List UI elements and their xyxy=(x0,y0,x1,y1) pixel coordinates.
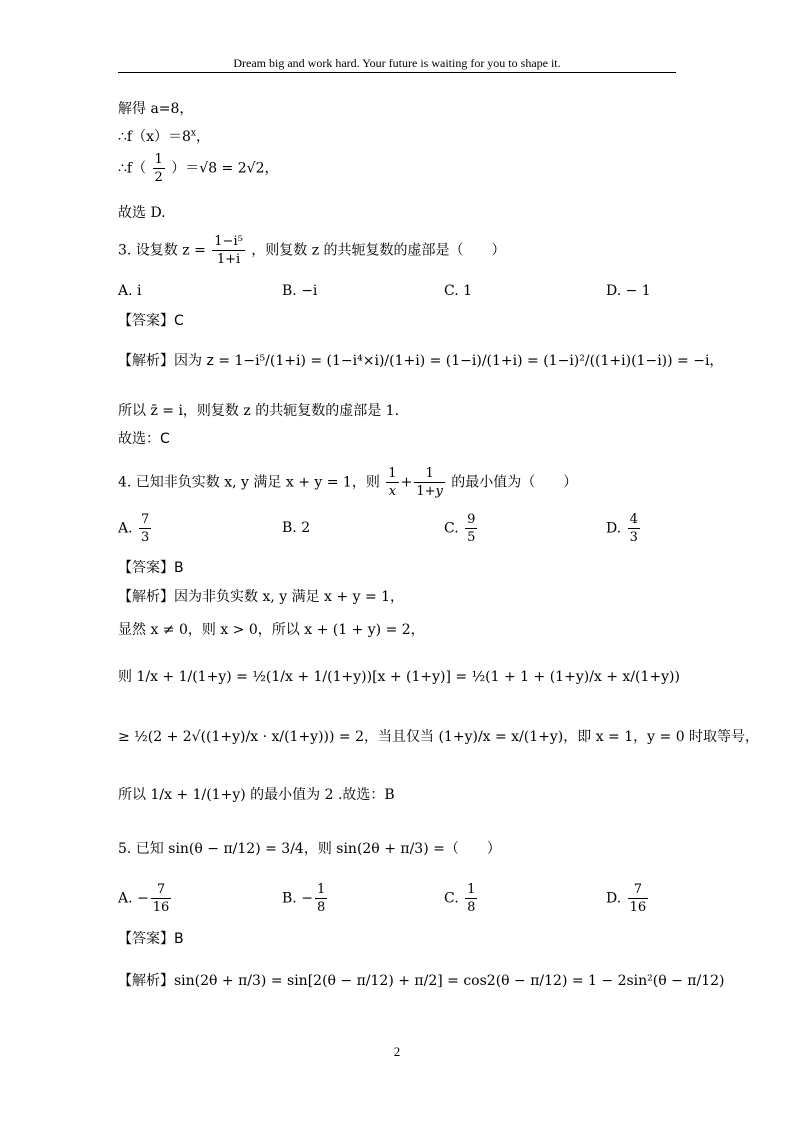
page-number: 2 xyxy=(393,1044,401,1059)
option-label: C. xyxy=(444,890,459,907)
q5-stem: 5. 已知 sin(θ − π/12) = 3/4，则 sin(2θ + π/3) =（ ） xyxy=(118,841,501,857)
q5-answer: 【答案】B xyxy=(118,931,184,947)
q3-analysis-expr: 1−i⁵/(1+i) = (1−i⁴×i)/(1+i) = (1−i)/(1+i) = (1−i)²/((1+i)(1−i)) = −i， xyxy=(234,353,724,369)
option-fraction xyxy=(139,512,151,545)
frac-den: x xyxy=(388,484,397,499)
solution-line-3 xyxy=(118,152,278,185)
q3-analysis xyxy=(118,350,723,370)
frac-num: 1 xyxy=(316,882,326,897)
q4-frac-1 xyxy=(386,466,398,499)
frac-num: 7 xyxy=(628,882,649,899)
q4-stem-prefix: 4. 已知非负实数 x, y 满足 x + y = 1，则 xyxy=(118,474,380,491)
q5-analysis: 【解析】sin(2θ + π/3) = sin[2(θ − π/12) + π/2] = cos2(θ − π/12) = 1 − 2sin²(θ − π/12) xyxy=(118,973,725,989)
frac-den: 2 xyxy=(154,170,163,185)
q4-answer: 【答案】B xyxy=(118,560,184,576)
frac-num: 1−i⁵ xyxy=(214,234,243,249)
q3-analysis-label: 【解析】因为 z = xyxy=(118,353,230,369)
page-header-motto: Dream big and work hard. Your future is waiting for you to shape it. xyxy=(233,56,561,70)
solution-line-2-prefix: ∴f（x）＝8 xyxy=(118,129,191,145)
q4-frac-2 xyxy=(414,466,445,499)
option-label: D. xyxy=(606,520,622,537)
frac-num: 1 xyxy=(414,466,445,483)
q3-analysis-line-2: 所以 z̄ = i，则复数 z 的共轭复数的虚部是 1. xyxy=(118,403,400,419)
q4-stem: 4. 已知非负实数 x, y 满足 x + y = 1，则 $\frac{1}{x}$ + $\frac{1}{1+y}$ 的最小值为（ ） xyxy=(118,466,578,499)
frac-den: 16 xyxy=(152,900,170,915)
solution-line-1: 解得 a=8， xyxy=(118,101,194,117)
q5-option-a xyxy=(118,882,173,915)
q4-analysis-5: 所以 1/x + 1/(1+y) 的最小值为 2 .故选：B xyxy=(118,787,395,803)
solution-line-2 xyxy=(118,126,210,146)
frac-num: 7 xyxy=(141,512,150,527)
option-label: B. xyxy=(282,890,297,907)
q3-analysis-line-3: 故选：C xyxy=(118,431,170,447)
frac-num: 1 xyxy=(467,882,476,897)
option-label: A. xyxy=(118,890,133,907)
option-sign: − xyxy=(301,890,313,907)
frac-den: 5 xyxy=(467,530,476,545)
q4-analysis-4: ≥ ½(2 + 2√((1+y)/x · x/(1+y))) = 2，当且仅当 (1+y)/x = x/(1+y)，即 x = 1，y = 0 时取等号， xyxy=(118,729,760,745)
frac-num: 1 xyxy=(388,466,397,481)
q3-stem-suffix: ，则复数 z 的共轭复数的虚部是（ ） xyxy=(251,242,506,259)
solution-line-3-prefix: ∴f（ xyxy=(118,160,147,177)
frac-den: 8 xyxy=(316,900,326,915)
option-fraction xyxy=(628,512,640,545)
frac-den: 1+i xyxy=(216,252,241,267)
header-rule xyxy=(118,72,676,73)
q4-option-b: B. 2 xyxy=(282,520,311,536)
q3-stem-prefix: 3. 设复数 z = xyxy=(118,242,206,259)
q4-stem-suffix: 的最小值为（ ） xyxy=(451,474,578,491)
solution-line-2-suffix: ， xyxy=(195,129,210,145)
frac-den: 3 xyxy=(141,530,150,545)
q4-option-d xyxy=(606,512,642,545)
frac-den: 16 xyxy=(629,900,647,915)
frac-num: 7 xyxy=(151,882,172,899)
frac-den: 1+y xyxy=(416,484,443,499)
option-label: C. xyxy=(444,520,459,537)
option-sign: − xyxy=(137,890,149,907)
q3-option-d: D. − 1 xyxy=(606,283,651,299)
q3-stem xyxy=(118,234,506,267)
q3-option-c: C. 1 xyxy=(444,283,473,299)
frac-den: 8 xyxy=(467,900,476,915)
q4-option-c xyxy=(444,512,479,545)
option-fraction xyxy=(465,882,477,915)
q4-analysis-1: 【解析】因为非负实数 x, y 满足 x + y = 1， xyxy=(118,589,405,605)
frac-num: 1 xyxy=(154,152,163,167)
q4-option-a xyxy=(118,512,153,545)
q4-analysis-2: 显然 x ≠ 0，则 x > 0，所以 x + (1 + y) = 2， xyxy=(118,622,425,638)
q3-fraction xyxy=(212,234,245,267)
q3-option-a: A. i xyxy=(118,283,142,299)
option-label: A. xyxy=(118,520,133,537)
solution-line-3-mid: ）＝√8 = 2√2， xyxy=(171,160,279,177)
q5-option-c xyxy=(444,882,479,915)
half-fraction xyxy=(153,152,165,185)
frac-den: 3 xyxy=(629,530,638,545)
option-fraction xyxy=(315,882,327,915)
q3-answer: 【答案】C xyxy=(118,313,184,329)
q5-option-b xyxy=(282,882,329,915)
option-label: D. xyxy=(606,890,622,907)
option-fraction xyxy=(151,882,172,915)
solution-line-4: 故选 D. xyxy=(118,205,166,221)
solution-line-2-exp: x xyxy=(190,128,196,139)
option-fraction xyxy=(628,882,649,915)
frac-num: 9 xyxy=(467,512,476,527)
q4-analysis-3: 则 1/x + 1/(1+y) = ½(1/x + 1/(1+y))[x + (1+y)] = ½(1 + 1 + (1+y)/x + x/(1+y)) xyxy=(118,669,680,685)
q3-option-b: B. −i xyxy=(282,283,318,299)
q5-option-d xyxy=(606,882,650,915)
frac-num: 4 xyxy=(629,512,638,527)
option-fraction xyxy=(465,512,477,545)
